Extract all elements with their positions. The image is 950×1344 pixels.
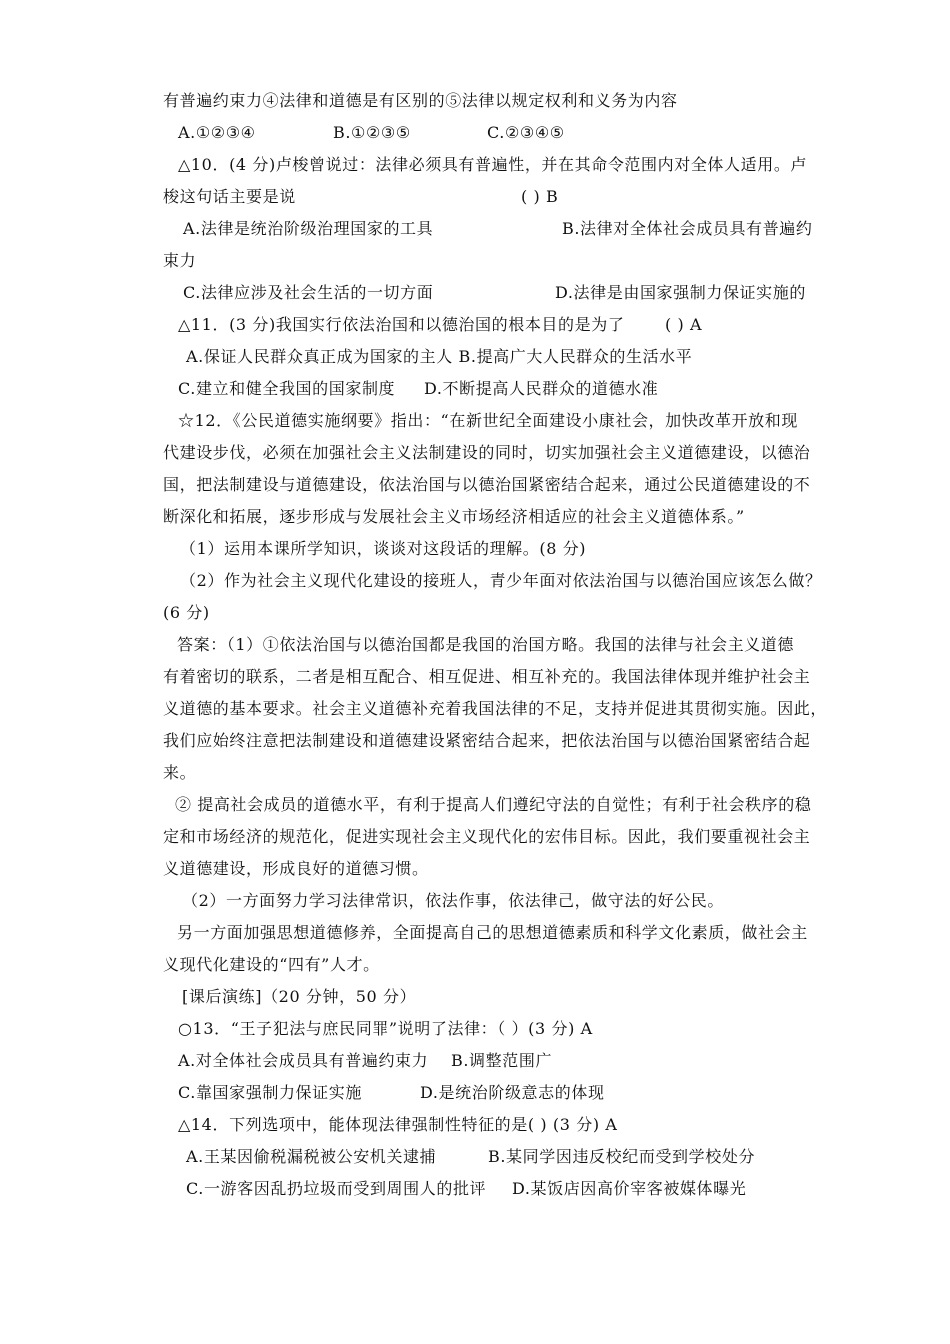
text-line: （1）运用本课所学知识，谈谈对这段话的理解。(8 分) <box>180 539 587 558</box>
question-11: △11．(3 分)我国实行依法治国和以德治国的根本目的是为了 <box>178 315 625 334</box>
option-q10-d: D.法律是由国家强制力保证实施的 <box>555 283 806 302</box>
option-q11-ab: A.保证人民群众真正成为国家的主人 B.提高广大人民群众的生活水平 <box>186 347 693 366</box>
answer-text: 义道德的基本要求。社会主义道德补充着我国法律的不足，支持并促进其贯彻实施。因此， <box>163 699 828 718</box>
option-q9-b: B.①②③⑤ <box>333 123 411 142</box>
option-q14-a: A.王某因偷税漏税被公安机关逮捕 <box>186 1147 437 1166</box>
section-heading: [课后演练]（20 分钟，50 分） <box>182 987 417 1006</box>
option-q10-a: A.法律是统治阶级治理国家的工具 <box>183 219 434 238</box>
text-line: 代建设步伐，必须在加强社会主义法制建设的同时，切实加强社会主义道德建设，以德治 <box>163 443 811 462</box>
answer-text: 另一方面加强思想道德修养，全面提高自己的思想道德素质和科学文化素质，做社会主 <box>177 923 808 942</box>
text-line: 有普遍约束力④法律和道德是有区别的⑤法律以规定权利和义务为内容 <box>163 91 678 110</box>
answer-q11: ( ) A <box>665 315 703 334</box>
answer-text: 有着密切的联系，二者是相互配合、相互促进、相互补充的。我国法律体现并维护社会主 <box>163 667 811 686</box>
answer-text: 我们应始终注意把法制建设和道德建设紧密结合起来，把依法治国与以德治国紧密结合起 <box>163 731 811 750</box>
option-q11-d: D.不断提高人民群众的道德水准 <box>424 379 659 398</box>
option-q14-c: C.一游客因乱扔垃圾而受到周围人的批评 <box>186 1179 487 1198</box>
option-q14-d: D.某饭店因高价宰客被媒体曝光 <box>512 1179 747 1198</box>
text-line: 断深化和拓展，逐步形成与发展社会主义市场经济相适应的社会主义道德体系。” <box>163 507 745 526</box>
option-q9-c: C.②③④⑤ <box>487 123 565 142</box>
option-q14-b: B.某同学因违反校纪而受到学校处分 <box>488 1147 756 1166</box>
option-q13-b: B.调整范围广 <box>451 1051 553 1070</box>
answer-text: 来。 <box>163 763 197 782</box>
answer-text: 定和市场经济的规范化，促进实现社会主义现代化的宏伟目标。因此，我们要重视社会主 <box>163 827 811 846</box>
question-12: ☆12．《公民道德实施纲要》指出：“在新世纪全面建设小康社会，加快改革开放和现 <box>178 411 798 430</box>
option-q9-a: A.①②③④ <box>178 123 256 142</box>
question-10: △10．(4 分)卢梭曾说过：法律必须具有普遍性，并在其命令范围内对全体人适用。卢 <box>178 155 808 174</box>
option-q13-c: C.靠国家强制力保证实施 <box>178 1083 362 1102</box>
answer-text: ② 提高社会成员的道德水平，有利于提高人们遵纪守法的自觉性；有利于社会秩序的稳 <box>175 795 812 814</box>
answer-text: 答案：（1）①依法治国与以德治国都是我国的治国方略。我国的法律与社会主义道德 <box>177 635 794 654</box>
text-line: (6 分) <box>163 603 210 622</box>
option-q13-d: D.是统治阶级意志的体现 <box>420 1083 605 1102</box>
text-line: 国，把法制建设与道德建设，依法治国与以德治国紧密结合起来，通过公民道德建设的不 <box>163 475 811 494</box>
text-line: 束力 <box>163 251 197 270</box>
answer-text: （2）一方面努力学习法律常识，依法作事，依法律己，做守法的好公民。 <box>182 891 724 910</box>
answer-q10: ( ) B <box>521 187 559 206</box>
option-q13-a: A.对全体社会成员具有普遍约束力 <box>178 1051 429 1070</box>
question-14: △14．下列选项中，能体现法律强制性特征的是( ) (3 分) A <box>178 1115 618 1134</box>
text-line: （2）作为社会主义现代化建设的接班人，青少年面对依法治国与以德治国应该怎么做？ <box>180 571 822 590</box>
answer-text: 义现代化建设的“四有”人才。 <box>163 955 380 974</box>
option-q11-c: C.建立和健全我国的国家制度 <box>178 379 396 398</box>
answer-text: 义道德建设，形成良好的道德习惯。 <box>163 859 429 878</box>
option-q10-b: B.法律对全体社会成员具有普遍约 <box>562 219 813 238</box>
option-q10-c: C.法律应涉及社会生活的一切方面 <box>183 283 434 302</box>
question-13: ○13．“王子犯法与庶民同罪”说明了法律：（ ）(3 分) A <box>178 1019 593 1038</box>
text-line: 梭这句话主要是说 <box>163 187 296 206</box>
